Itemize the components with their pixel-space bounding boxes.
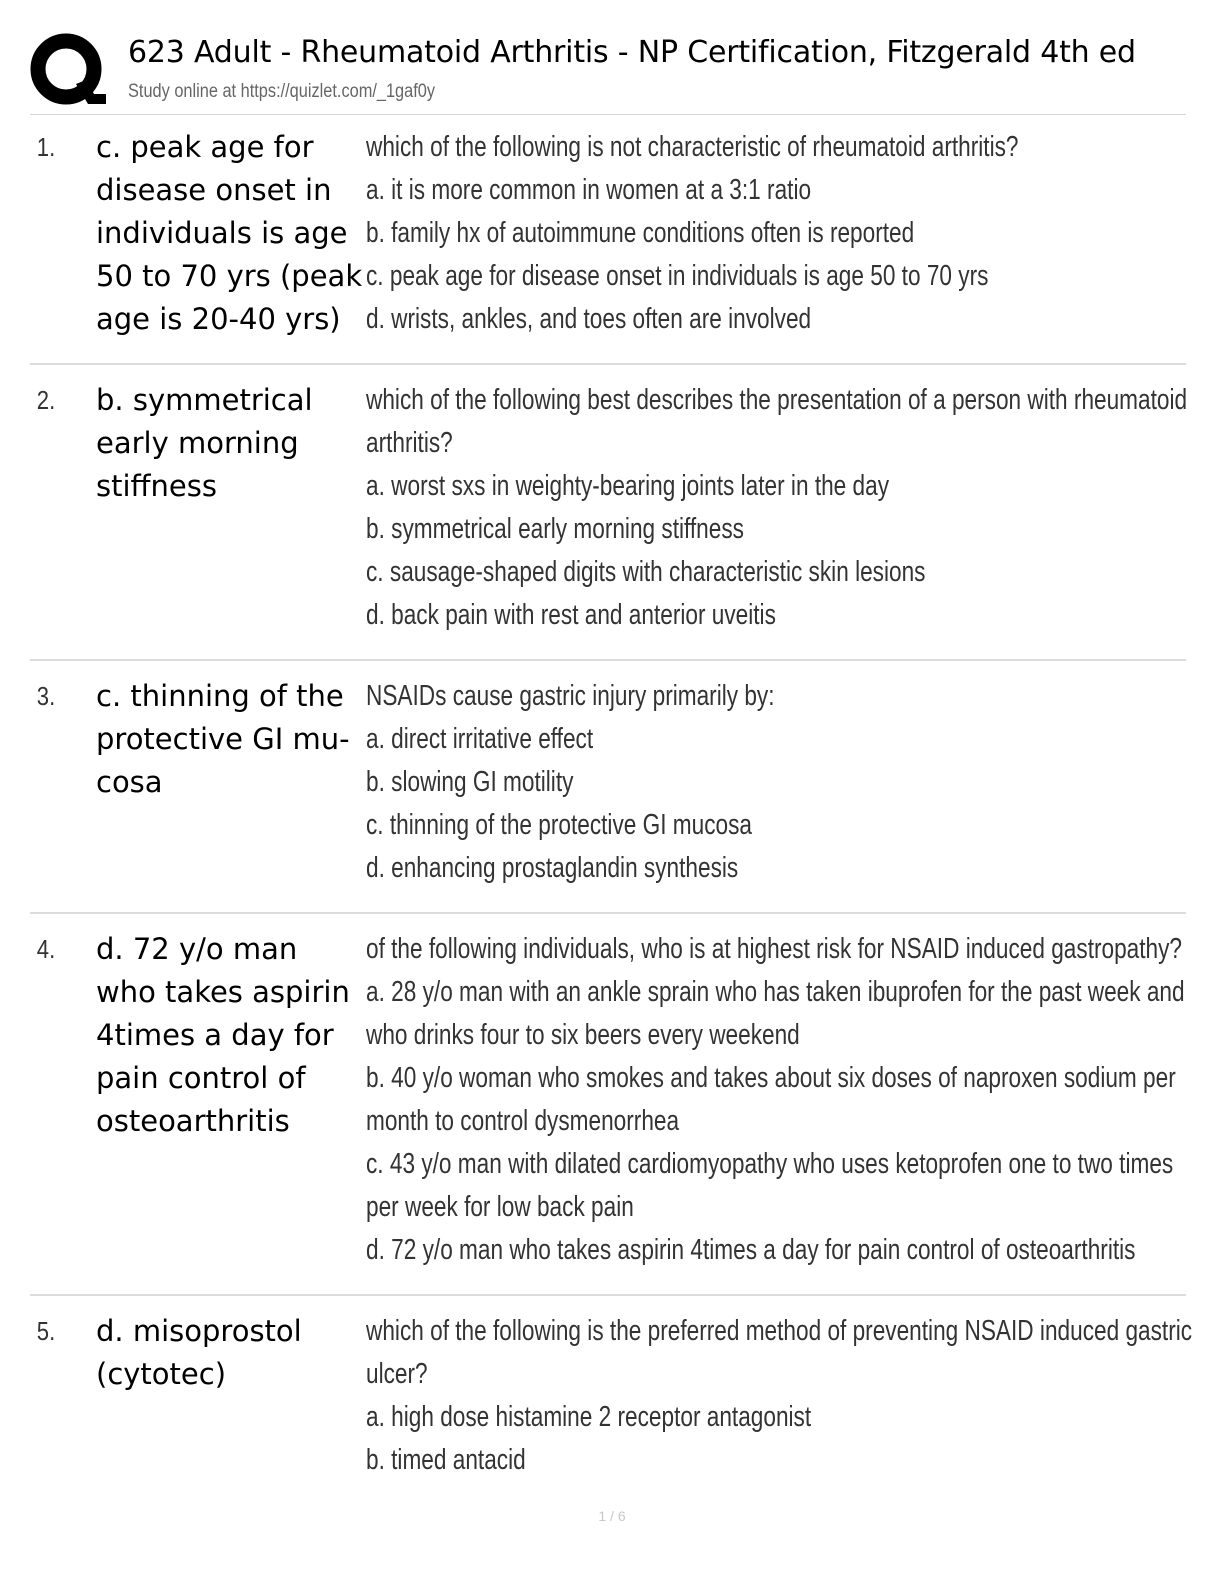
definition-line: a. direct irritative effect: [366, 723, 594, 755]
card-definition: [366, 928, 1224, 1272]
definition-line: month to control dysmenorrhea: [366, 1105, 680, 1137]
definition-line: c. 43 y/o man with dilated cardiomyopathy who uses ketoprofen one to two times: [366, 1148, 1174, 1180]
flashcard: [30, 675, 1186, 914]
header-divider: [30, 114, 1186, 115]
definition-line: b. symmetrical early morning stiffness: [366, 513, 744, 545]
card-definition: [366, 1310, 1224, 1482]
definition-line: b. 40 y/o woman who smokes and takes about six doses of naproxen sodium per: [366, 1062, 1176, 1094]
definition-line: d. wrists, ankles, and toes often are involved: [366, 303, 812, 335]
card-definition: [366, 675, 1186, 890]
definition-line: c. peak age for disease onset in individuals is age 50 to 70 yrs: [366, 260, 989, 292]
card-number: 2.: [36, 385, 56, 415]
definition-line: per week for low back pain: [366, 1191, 634, 1223]
definition-line: which of the following is the preferred method of preventing NSAID induced gastric: [366, 1315, 1193, 1347]
flashcard: [30, 928, 1186, 1296]
flashcard: [30, 1310, 1193, 1504]
definition-line: who drinks four to six beers every weekend: [366, 1019, 800, 1051]
definition-line: which of the following is not characteristic of rheumatoid arthritis?: [366, 131, 1019, 163]
definition-line: NSAIDs cause gastric injury primarily by:: [366, 680, 775, 712]
quizlet-q-logo-icon: [30, 32, 106, 108]
definition-line: d. 72 y/o man who takes aspirin 4times a day for pain control of osteoarthritis: [366, 1234, 1136, 1266]
card-number: 5.: [36, 1316, 56, 1346]
definition-line: d. enhancing prostaglandin synthesis: [366, 852, 739, 884]
definition-line: b. timed antacid: [366, 1444, 526, 1476]
study-online-link[interactable]: Study online at https://quizlet.com/_1gaf0y: [128, 81, 436, 102]
definition-line: which of the following best describes the presentation of a person with rheumatoid: [366, 384, 1188, 416]
card-definition: [366, 379, 1224, 637]
card-term: c. peak age for disease onset in individuals is age 50 to 70 yrs (peak age is 20-40 yrs): [96, 130, 363, 336]
card-number: 4.: [36, 934, 56, 964]
flashcard-list: [30, 126, 1193, 1518]
card-term: b. symmetrical early morning stiffness: [96, 383, 313, 503]
definition-line: b. family hx of autoimmune conditions often is reported: [366, 217, 915, 249]
definition-line: c. thinning of the protective GI mucosa: [366, 809, 753, 841]
page-number: 1 / 6: [598, 1508, 626, 1524]
definition-line: a. high dose histamine 2 receptor antagonist: [366, 1401, 812, 1433]
card-term: d. 72 y/o man who takes aspirin 4times a day for pain control of osteoarthritis: [96, 932, 350, 1138]
card-term: d. misoprostol (cytotec): [96, 1314, 302, 1391]
card-number: 3.: [36, 681, 56, 711]
definition-line: b. slowing GI motility: [366, 766, 574, 798]
flashcard: [30, 126, 1186, 365]
definition-line: arthritis?: [366, 427, 453, 459]
definition-line: c. sausage-shaped digits with characteristic skin lesions: [366, 556, 926, 588]
card-term: c. thinning of the protective GI mu-cosa: [96, 679, 350, 799]
card-number: 1.: [36, 132, 56, 162]
card-definition: [366, 126, 1203, 341]
document-header: [30, 28, 1186, 114]
definition-line: a. it is more common in women at a 3:1 ratio: [366, 174, 812, 206]
document-title: 623 Adult - Rheumatoid Arthritis - NP Certification, Fitzgerald 4th ed: [128, 35, 1136, 70]
definition-line: ulcer?: [366, 1358, 428, 1390]
definition-line: d. back pain with rest and anterior uveitis: [366, 599, 776, 631]
flashcard: [30, 379, 1186, 661]
definition-line: a. worst sxs in weighty-bearing joints later in the day: [366, 470, 890, 502]
definition-line: of the following individuals, who is at highest risk for NSAID induced gastropathy?: [366, 933, 1183, 965]
definition-line: a. 28 y/o man with an ankle sprain who has taken ibuprofen for the past week and: [366, 976, 1185, 1008]
